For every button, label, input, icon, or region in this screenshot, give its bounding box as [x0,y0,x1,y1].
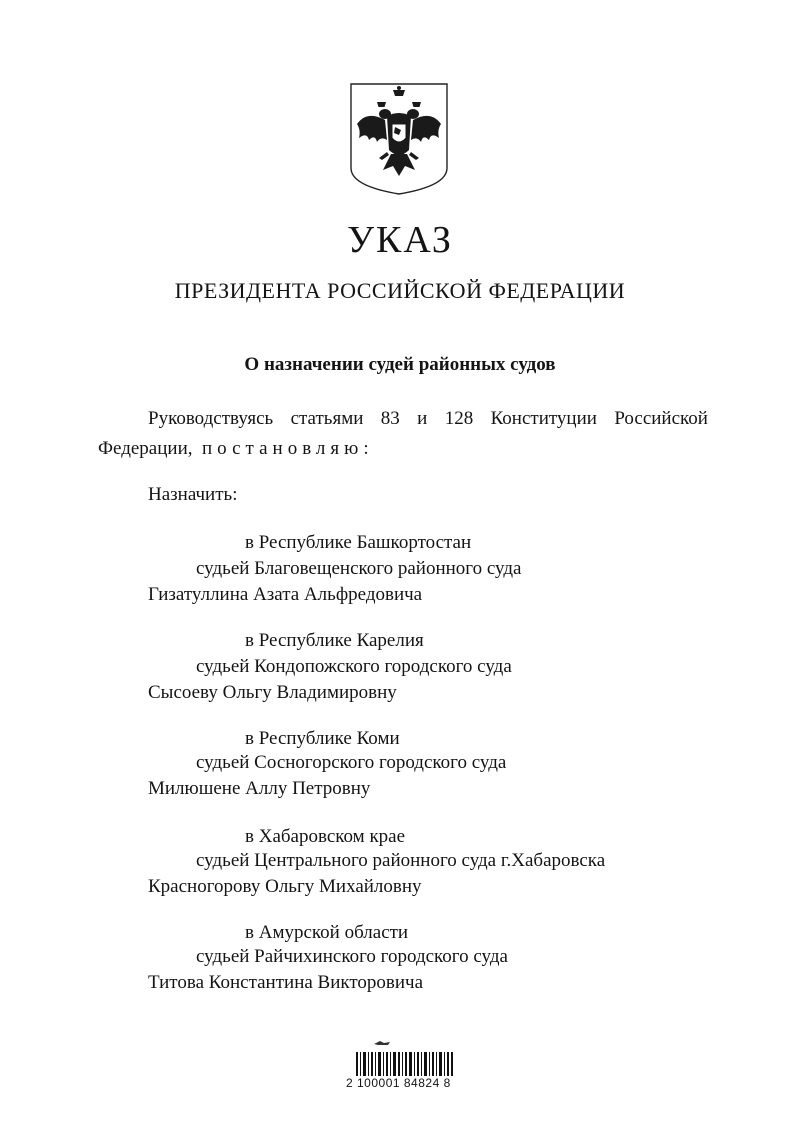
preamble-word: 128 [444,408,474,429]
document-subtitle: ПРЕЗИДЕНТА РОССИЙСКОЙ ФЕДЕРАЦИИ [174,278,626,303]
appointment-position: судьей Центрального районного суда г.Хабаровска [196,850,606,871]
appointment-position: судьей Сосногорского городского суда [196,752,507,773]
barcode-number: 2 100001 84824 8 [346,1076,451,1090]
appointment-person: Титова Константина Викторовича [148,972,424,993]
appointment-position: судьей Кондопожского городского суда [196,656,512,677]
appointment-region: в Республике Коми [245,728,400,749]
appointment-position: судьей Райчихинского городского суда [196,946,508,967]
decree-subject: О назначении судей районных судов [244,354,556,375]
preamble-line-2 [98,438,374,460]
preamble-word: Российской [614,408,708,429]
preamble-line-2-start: Федерации, [98,438,193,459]
preamble-resolution: постановляю: [201,438,374,459]
russian-coat-of-arms-icon [347,80,451,198]
appointment-person: Милюшене Аллу Петровну [148,778,371,799]
preamble-word: 83 [380,408,400,429]
appointment-region: в Республике Башкортостан [245,532,472,553]
appointment-region: в Хабаровском крае [245,826,406,847]
preamble-line-1 [148,408,708,430]
appointment-position: судьей Благовещенского районного суда [196,558,522,579]
preamble-word: статьями [290,408,364,429]
preamble-word: и [417,408,428,429]
appointment-region: в Республике Карелия [245,630,424,651]
appointment-region: в Амурской области [245,922,409,943]
preamble-word: Конституции [490,408,597,429]
document-title: УКАЗ [347,219,453,261]
appointment-person: Красногорову Ольгу Михайловну [148,876,422,897]
appointment-person: Сысоеву Ольгу Владимировну [148,682,397,703]
appoint-label: Назначить: [148,484,238,505]
appointment-person: Гизатуллина Азата Альфредовича [148,584,423,605]
preamble-word: Руководствуясь [148,408,274,429]
